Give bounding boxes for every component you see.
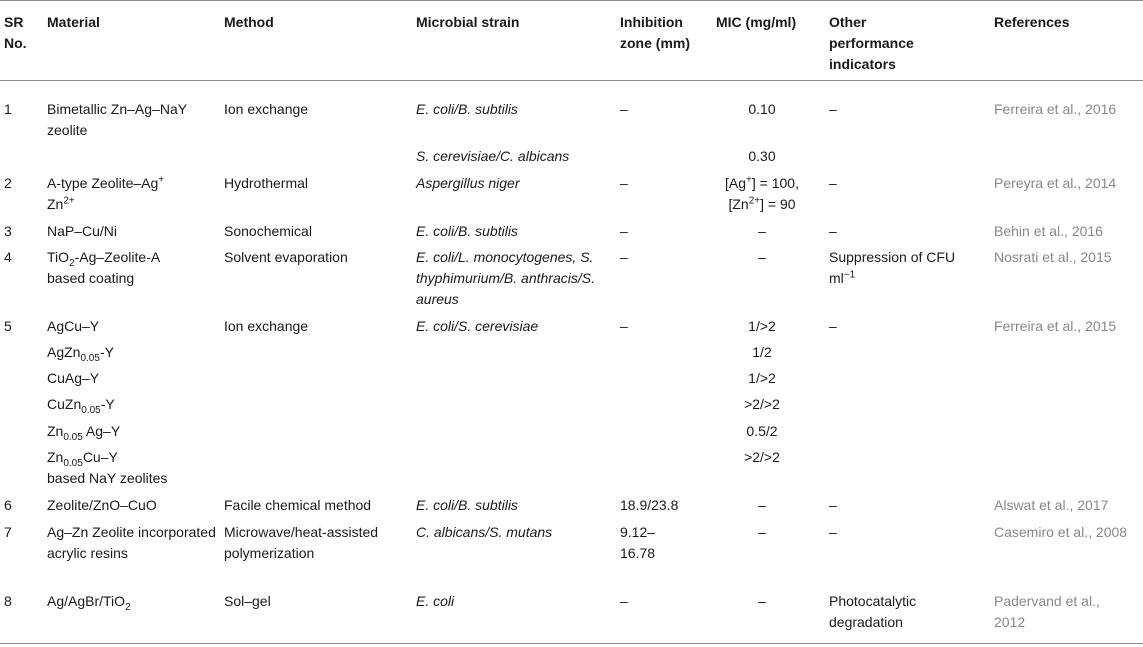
table-header-rule	[0, 80, 1143, 81]
row6-mic: –	[758, 497, 766, 513]
row6-method: Facile chemical method	[224, 497, 372, 513]
row6-strain: E. coli/B. subtilis	[416, 497, 518, 513]
row5-mic-3: 1/>2	[748, 370, 776, 386]
row4-reference: Nosrati et al., 2015	[994, 249, 1112, 265]
row5-mic-5: 0.5/2	[746, 423, 778, 439]
row1-strain-a: E. coli/B. subtilis	[416, 101, 518, 117]
row5-material-6: $Zn_{0.05}Cu-Y$ based NaY zeolites	[47, 449, 168, 486]
header-method: Method	[224, 14, 274, 30]
row5-sr: 5	[4, 318, 12, 334]
header-references: References	[994, 14, 1070, 30]
row3-material: NaP–Cu/Ni	[47, 223, 118, 239]
row6-other: –	[829, 497, 837, 513]
row7-material: Ag–Zn Zeolite incorporated acrylic resins	[47, 524, 216, 561]
header-sr: SR No.	[4, 14, 27, 51]
row1-mic-a: 0.10	[748, 101, 776, 117]
row4-method: Solvent evaporation	[224, 249, 348, 265]
row8-mic: –	[758, 593, 766, 609]
row5-material-5: $Zn_{0.05}$ Ag–Y	[47, 423, 121, 443]
row5-mic-1: 1/>2	[748, 318, 776, 334]
row1-zone: –	[620, 101, 628, 117]
row4-other: Suppression of CFU $ml^{-1}$	[829, 249, 956, 286]
row3-other: –	[829, 223, 837, 239]
row6-sr: 6	[4, 497, 12, 513]
header-strain: Microbial strain	[416, 14, 520, 30]
row1-sr: 1	[4, 101, 12, 117]
row1-method: Ion exchange	[224, 101, 309, 117]
row6-reference: Alswat et al., 2017	[994, 497, 1109, 513]
row1-other: –	[829, 101, 837, 117]
row3-strain: E. coli/B. subtilis	[416, 223, 518, 239]
row2-other: –	[829, 175, 837, 191]
row8-strain: E. coli	[416, 593, 455, 609]
row4-mic: –	[758, 249, 766, 265]
row7-sr: 7	[4, 524, 12, 540]
row3-reference: Behin et al., 2016	[994, 223, 1103, 239]
row5-method: Ion exchange	[224, 318, 309, 334]
row5-mic-2: 1/2	[752, 344, 772, 360]
row7-other: –	[829, 524, 837, 540]
row2-zone: –	[620, 175, 628, 191]
row7-mic: –	[758, 524, 766, 540]
row8-zone: –	[620, 593, 628, 609]
table-top-rule	[0, 0, 1143, 1]
row5-mic-6: >2/>2	[744, 449, 780, 465]
row2-mic: [Ag+] = 100, $[Zn^{2+}] = 90$	[725, 174, 799, 212]
table-bottom-rule	[0, 643, 1143, 644]
row5-strain: E. coli/S. cerevisiae	[416, 318, 539, 334]
header-other: Other performance indicators	[829, 14, 914, 72]
header-material: Material	[47, 14, 100, 30]
row5-reference: Ferreira et al., 2015	[994, 318, 1117, 334]
row5-zone: –	[620, 318, 628, 334]
row2-material: A-type Zeolite–Ag+ $Zn^{2+}$	[47, 174, 165, 212]
row4-strain: E. coli/L. monocytogenes, S. thyphimurium/B. anthracis/S. aureus	[416, 249, 595, 307]
row5-material-1: AgCu–Y	[47, 318, 100, 334]
row1-reference: Ferreira et al., 2016	[994, 101, 1117, 117]
row7-reference: Casemiro et al., 2008	[994, 524, 1128, 540]
row1-strain-b: S. cerevisiae/C. albicans	[416, 148, 570, 164]
row7-method: Microwave/heat-assisted polymerization	[224, 524, 379, 561]
row8-method: Sol–gel	[224, 593, 271, 609]
row4-sr: 4	[4, 249, 12, 265]
row5-material-2: AgZn$_{0.05}$-Y	[47, 344, 114, 364]
row1-material: Bimetallic Zn–Ag–NaY zeolite	[47, 101, 187, 138]
row4-zone: –	[620, 249, 628, 265]
row3-sr: 3	[4, 223, 12, 239]
header-mic: MIC (mg/ml)	[716, 14, 797, 30]
row6-zone: 18.9/23.8	[620, 497, 679, 513]
row8-reference: Padervand et al., 2012	[994, 593, 1100, 630]
row8-other: Photocatalytic degradation	[829, 593, 917, 630]
row4-material: TiO$_2$-Ag–Zeolite-A based coating	[47, 249, 161, 286]
row3-zone: –	[620, 223, 628, 239]
row2-method: Hydrothermal	[224, 175, 309, 191]
row8-sr: 8	[4, 593, 12, 609]
row5-mic-4: >2/>2	[744, 396, 780, 412]
row5-other: –	[829, 318, 837, 334]
row2-reference: Pereyra et al., 2014	[994, 175, 1117, 191]
row3-mic: –	[758, 223, 766, 239]
row3-method: Sonochemical	[224, 223, 312, 239]
row7-strain: C. albicans/S. mutans	[416, 524, 553, 540]
row1-mic-b: 0.30	[748, 148, 776, 164]
header-zone: Inhibition zone (mm)	[620, 14, 690, 51]
row5-material-3: CuAg–Y	[47, 370, 100, 386]
row5-material-4: CuZn$_{0.05}$-Y	[47, 396, 115, 416]
row6-material: Zeolite/ZnO–CuO	[47, 497, 157, 513]
row2-strain: Aspergillus niger	[416, 175, 520, 191]
row7-zone: 9.12–16.78	[620, 524, 656, 561]
row8-material: Ag/AgBr/TiO$_2$	[47, 593, 131, 613]
row2-sr: 2	[4, 175, 12, 191]
